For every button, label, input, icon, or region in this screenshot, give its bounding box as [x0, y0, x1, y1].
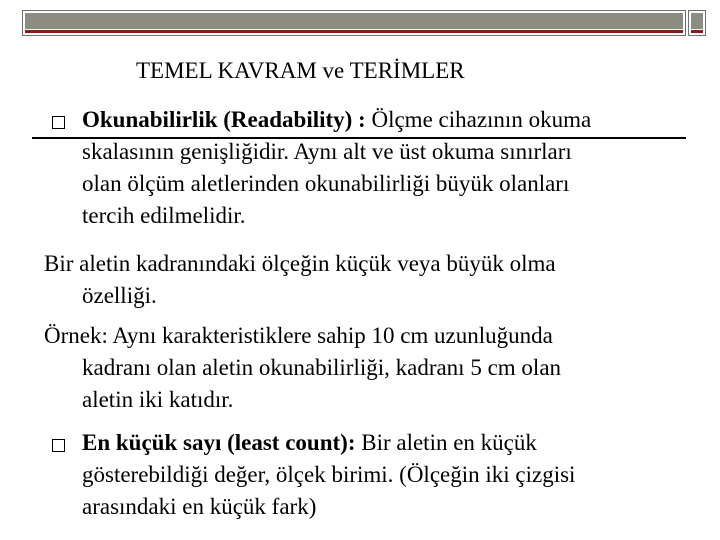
bullet-least-count-line-1 [82, 427, 537, 459]
paragraph-scale-line-2: özelliği. [82, 283, 157, 308]
header-bar-fill [25, 13, 683, 29]
bullet-least-count-line-3: arasındaki en küçük fark) [82, 494, 317, 519]
paragraph-example-line-2: kadranı olan aletin okunabilirliği, kadranı 5 cm olan [82, 355, 562, 380]
readability-line1-text: Ölçme cihazının okuma [365, 107, 592, 132]
paragraph-example-line-3: aletin iki katıdır. [82, 387, 234, 412]
slide-title: TEMEL KAVRAM ve TERİMLER [136, 58, 465, 83]
paragraph-example-line-1: Örnek: Aynı karakteristiklere sahip 10 cm uzunluğunda [44, 323, 553, 348]
least-count-term: En küçük sayı (least count): [82, 430, 356, 455]
header-corner-fill [691, 13, 703, 29]
header-corner-box [688, 10, 706, 36]
bullet-readability-line-1 [82, 104, 591, 136]
bullet-readability-line-2: skalasının genişliğidir. Aynı alt ve üst okuma sınırları [82, 139, 572, 164]
bullet-readability-line-4: tercih edilmelidir. [82, 203, 246, 228]
hollow-square-bullet-icon [52, 116, 65, 129]
bullet-readability-line-3: olan ölçüm aletlerinden okunabilirliği büyük olanları [82, 171, 570, 196]
paragraph-scale-line-1: Bir aletin kadranındaki ölçeğin küçük veya büyük olma [44, 251, 556, 276]
bullet-least-count-line-2: gösterebildiği değer, ölçek birimi. (Ölçeğin iki çizgisi [82, 462, 576, 487]
least-count-line1-text: Bir aletin en küçük [355, 430, 537, 455]
hollow-square-bullet-icon [52, 439, 65, 452]
readability-term: Okunabilirlik (Readability) : [82, 107, 366, 132]
header-corner-stripe [691, 30, 703, 33]
header-bar-stripe [25, 30, 683, 33]
header-bar [22, 10, 686, 36]
